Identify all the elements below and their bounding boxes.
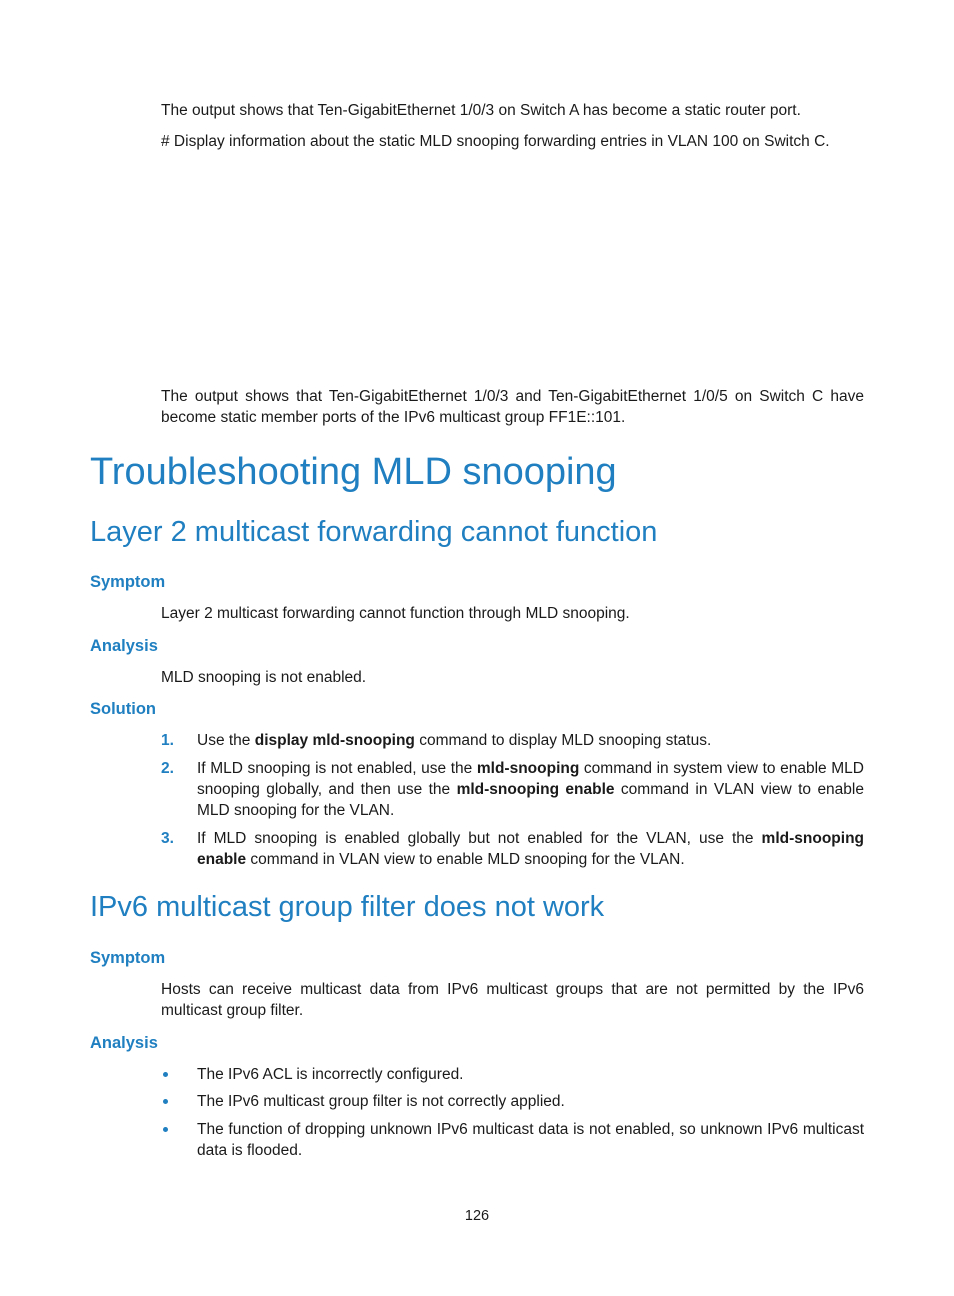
bullet-text: The IPv6 multicast group filter is not correctly applied. — [197, 1093, 565, 1110]
step-number: 1. — [161, 732, 174, 749]
analysis-bullet — [161, 1119, 864, 1161]
command-text: mld-snooping enable — [456, 781, 615, 798]
analysis-heading: Analysis — [90, 1034, 158, 1052]
step-number: 3. — [161, 830, 174, 847]
bullet-text: The function of dropping unknown IPv6 multicast data is not enabled, so unknown IPv6 multicast data is flooded. — [197, 1121, 864, 1159]
command-text: mld-snooping — [476, 760, 580, 777]
command-text: display mld-snooping — [254, 732, 415, 749]
solution-step — [161, 758, 864, 821]
command-text: mld-snooping enable — [197, 830, 864, 868]
step-text: If MLD snooping is enabled globally but not enabled for the VLAN, use the mld-snooping enable command in VLAN view to enable MLD snooping for the VLAN. — [197, 830, 864, 868]
chapter-title: Troubleshooting MLD snooping — [90, 451, 617, 493]
intro-paragraph-3: The output shows that Ten-GigabitEthernet 1/0/3 and Ten-GigabitEthernet 1/0/5 on Switch C have become static member ports of the IPv6 multicast group FF1E::101. — [161, 388, 864, 426]
bullet-text: The IPv6 ACL is incorrectly configured. — [197, 1066, 464, 1083]
intro-paragraph-2: # Display information about the static MLD snooping forwarding entries in VLAN 100 on Switch C. — [161, 133, 830, 150]
symptom-heading: Symptom — [90, 949, 166, 967]
bullet-icon — [163, 1099, 168, 1104]
bullet-icon — [163, 1127, 168, 1132]
step-text: If MLD snooping is not enabled, use the mld-snooping command in system view to enable MLD snooping globally, and then use the mld-snooping enable command in VLAN view to enable MLD snooping for the VLAN. — [197, 760, 864, 819]
section-title-layer2: Layer 2 multicast forwarding cannot function — [90, 516, 658, 548]
analysis-heading: Analysis — [90, 637, 158, 655]
analysis-text: MLD snooping is not enabled. — [161, 669, 367, 686]
symptom-heading: Symptom — [90, 573, 166, 591]
solution-step — [161, 730, 864, 751]
intro-paragraph-1: The output shows that Ten-GigabitEthernet 1/0/3 on Switch A has become a static router port. — [161, 102, 801, 119]
symptom-text: Hosts can receive multicast data from IPv6 multicast groups that are not permitted by the IPv6 multicast group filter. — [161, 981, 864, 1019]
analysis-bullet — [161, 1064, 864, 1085]
section-title-ipv6-filter: IPv6 multicast group filter does not work — [90, 891, 605, 923]
step-text: Use the display mld-snooping command to display MLD snooping status. — [197, 732, 712, 749]
step-number: 2. — [161, 760, 174, 777]
analysis-bullet — [161, 1091, 864, 1112]
symptom-text: Layer 2 multicast forwarding cannot function through MLD snooping. — [161, 605, 630, 622]
solution-step — [161, 828, 864, 870]
solution-heading: Solution — [90, 700, 156, 718]
page-number: 126 — [464, 1208, 490, 1224]
bullet-icon — [163, 1072, 168, 1077]
